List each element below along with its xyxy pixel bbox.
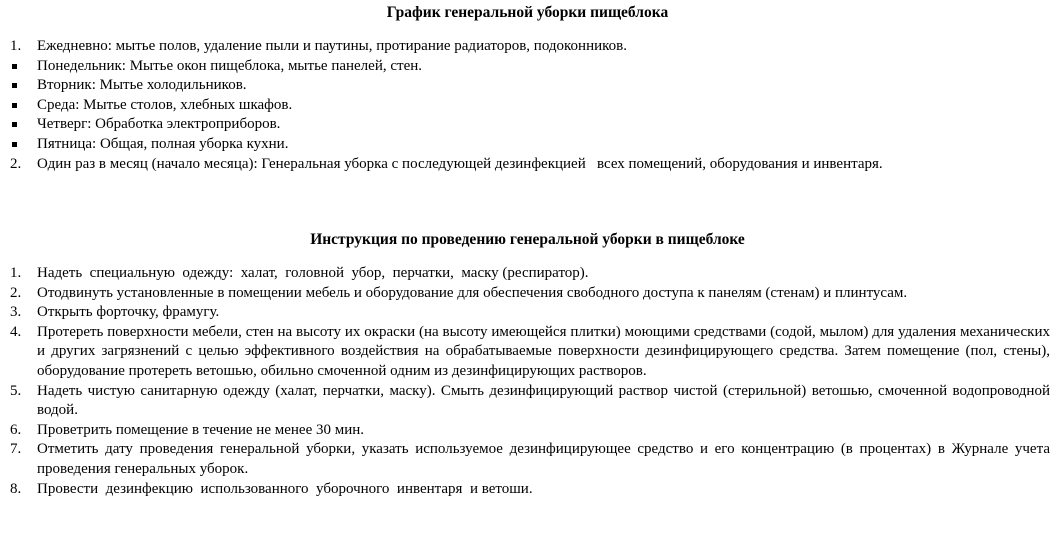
list-number: 2. <box>10 284 22 301</box>
list-item-text: Надеть чистую санитарную одежду (халат, перчатки, маску). Смыть дезинфицирующий раствор чистой (стерильной) ветошью, смоченной водопроводной водой. <box>37 382 1050 419</box>
list-number: 5. <box>10 382 22 399</box>
list-item-text: Отметить дату проведения генеральной уборки, указать используемое дезинфицирующее средство и его концентрацию (в процентах) в Журнале учета проведения генеральных уборок. <box>37 441 1050 477</box>
list-item-text: Пятница: Общая, полная уборка кухни. <box>37 135 289 152</box>
list-item <box>0 96 1050 116</box>
list-item-text: Один раз в месяц (начало месяца): Генеральная уборка с последующей дезинфекцией всех помещений, оборудования и инвентаря. <box>37 155 883 172</box>
list-item-text: Отодвинуть установленные в помещении мебель и оборудование для обеспечения свободного доступа к панелям (стенам) и плинтусам. <box>37 284 908 301</box>
list-item <box>0 57 1050 77</box>
list-item <box>0 440 1050 479</box>
list-item-text: Понедельник: Мытье окон пищеблока, мытье панелей, стен. <box>37 57 423 74</box>
list-item <box>0 264 1050 284</box>
list-number: 1. <box>10 38 22 54</box>
list-item <box>0 76 1050 96</box>
list-item <box>0 421 1050 441</box>
list-item-text: Ежедневно: мытье полов, удаление пыли и паутины, протирание радиаторов, подоконников. <box>37 38 627 54</box>
square-bullet-icon <box>12 142 17 147</box>
square-bullet-icon <box>12 122 17 127</box>
instructions-title: Инструкция по проведению генеральной уборки в пищеблоке <box>310 231 745 248</box>
list-number: 3. <box>10 304 22 321</box>
list-number: 2. <box>10 155 22 172</box>
list-item-text: Протереть поверхности мебели, стен на высоту их окраски (на высоту имеющейся плитки) моющими средствами (содой, мылом) для удаления механических и других загрязнений с целью эффективного воздействия на обрабатываемые поверхности дезинфицирующего средства. Затем помещение (пол, стены), оборудование протереть ветошью, обильно смоченной одним из дезинфицирующих растворов. <box>37 323 1050 379</box>
list-item <box>0 303 1050 323</box>
square-bullet-icon <box>12 83 17 88</box>
list-number: 7. <box>10 441 22 458</box>
list-item <box>0 37 1050 57</box>
list-number: 1. <box>10 265 22 281</box>
list-item-text: Вторник: Мытье холодильников. <box>37 77 247 94</box>
list-item <box>0 155 1050 175</box>
list-item-text: Провести дезинфекцию использованного уборочного инвентаря и ветоши. <box>37 480 533 497</box>
list-item-text: Среда: Мытье столов, хлебных шкафов. <box>37 96 293 113</box>
list-item <box>0 382 1050 421</box>
list-number: 4. <box>10 323 22 340</box>
schedule-list <box>0 37 1050 174</box>
list-item-text: Надеть специальную одежду: халат, головной убор, перчатки, маску (респиратор). <box>37 265 589 281</box>
list-number: 8. <box>10 480 22 497</box>
square-bullet-icon <box>12 64 17 69</box>
list-item <box>0 284 1050 304</box>
list-item-text: Проветрить помещение в течение не менее 30 мин. <box>37 421 365 438</box>
list-item <box>0 115 1050 135</box>
list-item <box>0 135 1050 155</box>
instructions-list <box>0 264 1050 499</box>
list-item <box>0 323 1050 382</box>
list-number: 6. <box>10 421 22 438</box>
schedule-title: График генеральной уборки пищеблока <box>386 4 669 21</box>
square-bullet-icon <box>12 103 17 108</box>
list-item-text: Открыть форточку, фрамугу. <box>37 304 220 321</box>
list-item-text: Четверг: Обработка электроприборов. <box>37 116 281 133</box>
list-item <box>0 480 1050 500</box>
